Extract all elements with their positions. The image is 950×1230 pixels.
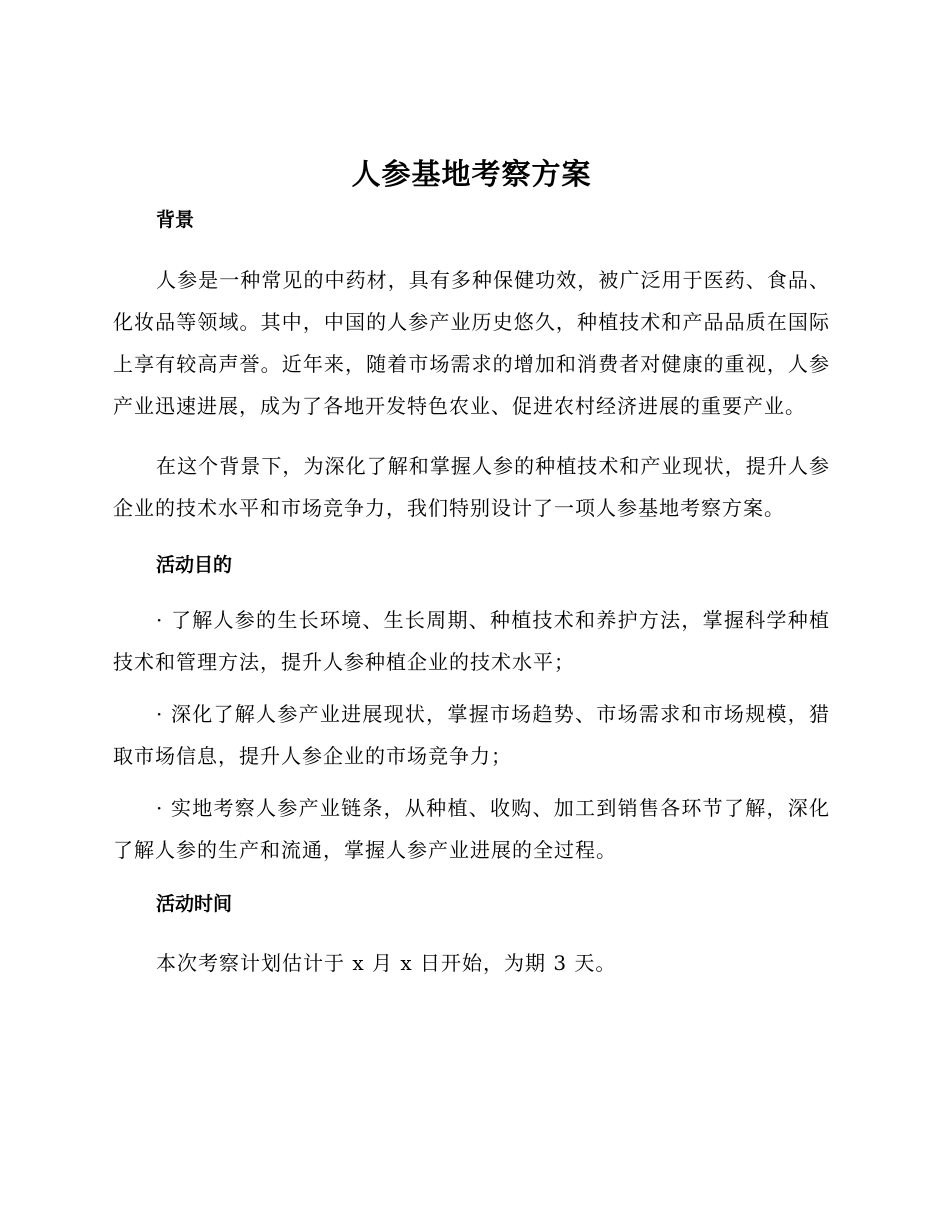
document-title: 人参基地考察方案 bbox=[351, 157, 592, 191]
document-body bbox=[113, 148, 830, 984]
purpose-list-item-3: · 实地考察人参产业链条，从种植、收购、加工到销售各环节了解，深化了解人参的生产和流通，掌握人参产业进展的全过程。 bbox=[113, 796, 830, 862]
section-heading-time: 活动时间 bbox=[156, 893, 233, 915]
time-paragraph: 本次考察计划估计于 x 月 x 日开始，为期 3 天。 bbox=[156, 951, 617, 975]
purpose-list-item-1: · 了解人参的生长环境、生长周期、种植技术和养护方法，掌握科学种植技术和管理方法，提升人参种植企业的技术水平； bbox=[113, 608, 830, 674]
section-heading-background: 背景 bbox=[156, 209, 195, 231]
background-paragraph-2: 在这个背景下，为深化了解和掌握人参的种植技术和产业现状，提升人参企业的技术水平和市场竞争力，我们特别设计了一项人参基地考察方案。 bbox=[113, 454, 830, 520]
background-paragraph-1: 人参是一种常见的中药材，具有多种保健功效，被广泛用于医药、食品、化妆品等领域。其中，中国的人参产业历史悠久，种植技术和产品品质在国际上享有较高声誉。近年来，随着市场需求的增加和消费者对健康的重视，人参产业迅速进展，成为了各地开发特色农业、促进农村经济进展的重要产业。 bbox=[113, 268, 830, 418]
purpose-list-item-2: · 深化了解人参产业进展现状，掌握市场趋势、市场需求和市场规模，猎取市场信息，提升人参企业的市场竞争力； bbox=[113, 702, 830, 768]
section-heading-purpose: 活动目的 bbox=[156, 554, 233, 576]
